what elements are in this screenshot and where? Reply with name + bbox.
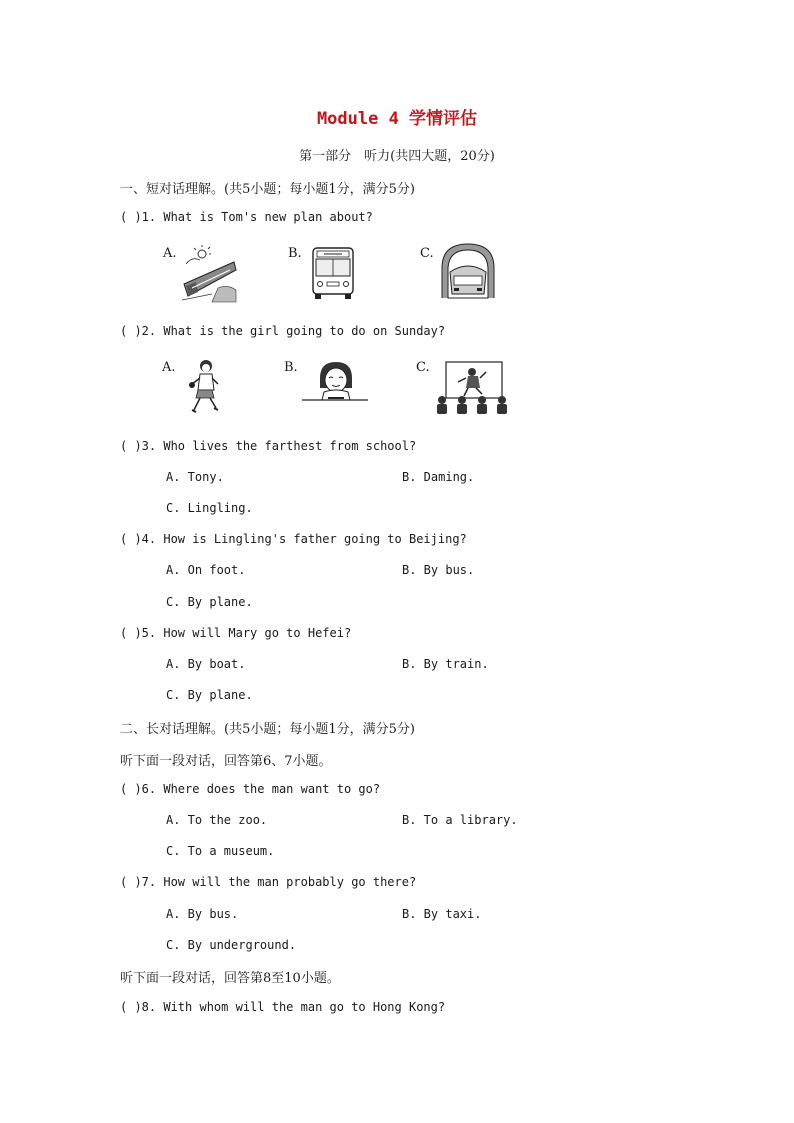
q2-label-c: C. bbox=[416, 360, 430, 375]
question-8: ( )8. With whom will the man go to Hong Kong? bbox=[120, 1000, 446, 1014]
movie-theater-picture bbox=[434, 360, 512, 416]
bus-picture bbox=[310, 246, 356, 300]
section2-intro-1: 听下面一段对话，回答第6、7小题。 bbox=[120, 754, 332, 769]
question-2: ( )2. What is the girl going to do on Sunday? bbox=[120, 324, 446, 338]
q3-option-b: B. Daming. bbox=[402, 470, 475, 484]
question-4: ( )4. How is Lingling's father going to Beijing? bbox=[120, 532, 467, 546]
q6-option-a: A. To the zoo. bbox=[166, 813, 268, 827]
q7-option-b: B. By taxi. bbox=[402, 907, 482, 921]
q4-option-b: B. By bus. bbox=[402, 563, 475, 577]
page-title: Module 4 学情评估 bbox=[316, 109, 478, 129]
q4-option-a: A. On foot. bbox=[166, 563, 246, 577]
q3-option-c: C. Lingling. bbox=[166, 501, 253, 515]
question-7: ( )7. How will the man probably go there? bbox=[120, 875, 417, 889]
question-1: ( )1. What is Tom's new plan about? bbox=[120, 210, 373, 224]
q1-label-b: B. bbox=[288, 246, 302, 261]
q4-option-c: C. By plane. bbox=[166, 595, 253, 609]
tunnel-train-picture bbox=[440, 242, 496, 300]
train-picture bbox=[182, 244, 238, 304]
q7-option-a: A. By bus. bbox=[166, 907, 239, 921]
section2-heading: 二、长对话理解。(共5小题；每小题1分，满分5分) bbox=[120, 722, 415, 737]
q5-option-b: B. By train. bbox=[402, 657, 489, 671]
q3-option-a: A. Tony. bbox=[166, 470, 224, 484]
part-subtitle: 第一部分 听力(共四大题，20分) bbox=[299, 149, 495, 164]
question-3: ( )3. Who lives the farthest from school? bbox=[120, 439, 417, 453]
q1-label-a: A. bbox=[163, 246, 177, 261]
q7-option-c: C. By underground. bbox=[166, 938, 297, 952]
question-5: ( )5. How will Mary go to Hefei? bbox=[120, 626, 352, 640]
q1-label-c: C. bbox=[420, 246, 434, 261]
q5-option-c: C. By plane. bbox=[166, 688, 253, 702]
girl-playing-ping-pong-picture bbox=[188, 358, 224, 416]
q5-option-a: A. By boat. bbox=[166, 657, 246, 671]
question-6: ( )6. Where does the man want to go? bbox=[120, 782, 381, 796]
q6-option-b: B. To a library. bbox=[402, 813, 518, 827]
girl-reading-picture bbox=[302, 360, 368, 408]
q2-label-b: B. bbox=[284, 360, 298, 375]
q6-option-c: C. To a museum. bbox=[166, 844, 275, 858]
section2-intro-2: 听下面一段对话，回答第8至10小题。 bbox=[120, 971, 340, 986]
section1-heading: 一、短对话理解。(共5小题；每小题1分，满分5分) bbox=[120, 182, 415, 197]
q2-label-a: A. bbox=[162, 360, 176, 375]
